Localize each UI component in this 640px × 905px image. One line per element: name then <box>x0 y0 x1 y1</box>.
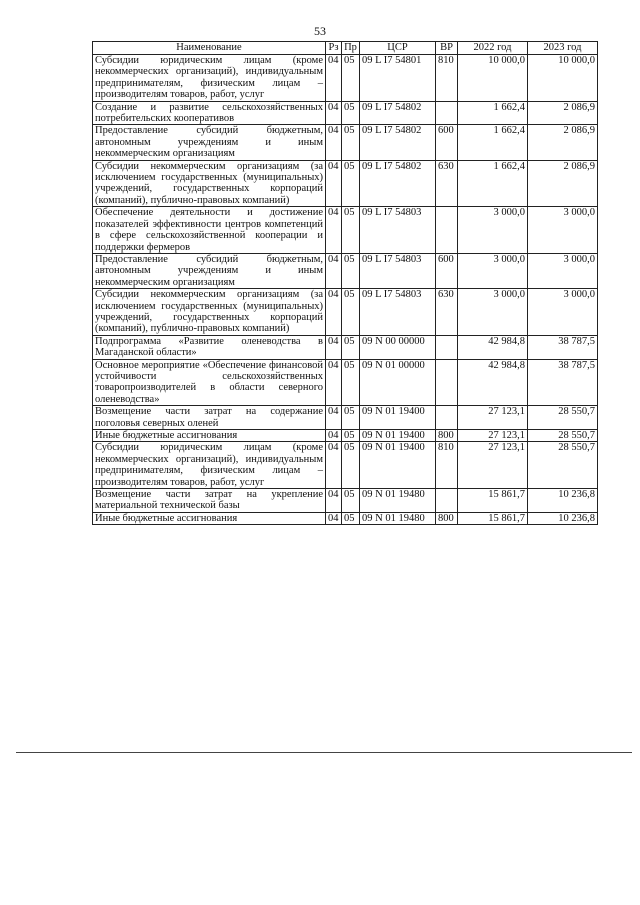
column-header-csr: ЦСР <box>360 42 436 55</box>
cell-vr <box>436 101 458 125</box>
cell-rz: 04 <box>326 406 342 430</box>
cell-vr: 600 <box>436 125 458 160</box>
cell-rz: 04 <box>326 359 342 406</box>
cell-csr: 09 L I7 54803 <box>360 207 436 254</box>
cell-csr: 09 L I7 54803 <box>360 289 436 336</box>
cell-pr: 05 <box>342 125 360 160</box>
cell-y2023: 38 787,5 <box>528 335 598 359</box>
cell-pr: 05 <box>342 207 360 254</box>
cell-name: Субсидии юридическим лицам (кроме некоммерческих организаций), индивидуальным предпринимателям, физическим лицам – производителям товаров, работ, услуг <box>93 442 326 489</box>
cell-name: Предоставление субсидий бюджетным, автономным учреждениям и иным некоммерческим организациям <box>93 253 326 288</box>
cell-rz: 04 <box>326 253 342 288</box>
cell-csr: 09 N 01 19400 <box>360 430 436 442</box>
cell-rz: 04 <box>326 335 342 359</box>
cell-csr: 09 L I7 54802 <box>360 160 436 207</box>
cell-y2023: 2 086,9 <box>528 125 598 160</box>
cell-rz: 04 <box>326 125 342 160</box>
cell-vr <box>436 359 458 406</box>
cell-y2023: 2 086,9 <box>528 101 598 125</box>
cell-name: Предоставление субсидий бюджетным, автономным учреждениям и иным некоммерческим организациям <box>93 125 326 160</box>
table-header-row <box>93 42 598 55</box>
cell-name: Субсидии некоммерческим организациям (за исключением государственных (муниципальных) учреждений, государственных корпораций (компаний), публично-правовых компаний) <box>93 160 326 207</box>
column-header-2023: 2023 год <box>528 42 598 55</box>
cell-pr: 05 <box>342 101 360 125</box>
table-row <box>93 489 598 513</box>
cell-pr: 05 <box>342 430 360 442</box>
cell-y2023: 3 000,0 <box>528 289 598 336</box>
cell-rz: 04 <box>326 442 342 489</box>
column-header-pr: Пр <box>342 42 360 55</box>
table-row <box>93 55 598 102</box>
cell-y2023: 28 550,7 <box>528 406 598 430</box>
cell-y2022: 15 861,7 <box>458 489 528 513</box>
cell-y2023: 38 787,5 <box>528 359 598 406</box>
cell-vr <box>436 335 458 359</box>
cell-vr: 630 <box>436 160 458 207</box>
column-header-name: Наименование <box>93 42 326 55</box>
cell-y2023: 3 000,0 <box>528 207 598 254</box>
cell-vr: 800 <box>436 430 458 442</box>
cell-name: Подпрограмма «Развитие оленеводства в Магаданской области» <box>93 335 326 359</box>
cell-name: Субсидии некоммерческим организациям (за исключением государственных (муниципальных) учреждений, государственных корпораций (компаний), публично-правовых компаний) <box>93 289 326 336</box>
cell-pr: 05 <box>342 55 360 102</box>
cell-y2023: 10 236,8 <box>528 512 598 524</box>
table-row <box>93 430 598 442</box>
cell-csr: 09 L I7 54803 <box>360 253 436 288</box>
cell-csr: 09 N 01 19400 <box>360 406 436 430</box>
cell-y2023: 28 550,7 <box>528 430 598 442</box>
cell-vr <box>436 489 458 513</box>
table-row <box>93 289 598 336</box>
cell-rz: 04 <box>326 489 342 513</box>
column-header-rz: Рз <box>326 42 342 55</box>
budget-table <box>92 41 598 525</box>
table-row <box>93 101 598 125</box>
cell-name: Создание и развитие сельскохозяйственных потребительских кооперативов <box>93 101 326 125</box>
cell-y2023: 28 550,7 <box>528 442 598 489</box>
cell-csr: 09 L I7 54802 <box>360 101 436 125</box>
cell-y2022: 42 984,8 <box>458 335 528 359</box>
cell-y2022: 42 984,8 <box>458 359 528 406</box>
cell-vr: 810 <box>436 442 458 489</box>
cell-name: Субсидии юридическим лицам (кроме некоммерческих организаций), индивидуальным предпринимателям, физическим лицам – производителям товаров, работ, услуг <box>93 55 326 102</box>
table-body <box>93 55 598 525</box>
table-row <box>93 359 598 406</box>
cell-y2023: 2 086,9 <box>528 160 598 207</box>
cell-pr: 05 <box>342 160 360 207</box>
page-number: 53 <box>314 24 326 38</box>
cell-name: Возмещение части затрат на укрепление материальной технической базы <box>93 489 326 513</box>
cell-rz: 04 <box>326 101 342 125</box>
footer-rule <box>16 752 632 753</box>
cell-pr: 05 <box>342 253 360 288</box>
cell-rz: 04 <box>326 430 342 442</box>
cell-vr: 600 <box>436 253 458 288</box>
cell-y2022: 15 861,7 <box>458 512 528 524</box>
cell-y2022: 27 123,1 <box>458 406 528 430</box>
table-row <box>93 253 598 288</box>
cell-y2022: 3 000,0 <box>458 289 528 336</box>
cell-csr: 09 N 01 00000 <box>360 359 436 406</box>
cell-pr: 05 <box>342 359 360 406</box>
cell-vr <box>436 207 458 254</box>
cell-rz: 04 <box>326 160 342 207</box>
table-row <box>93 512 598 524</box>
table-row <box>93 207 598 254</box>
cell-csr: 09 N 01 19400 <box>360 442 436 489</box>
cell-y2022: 1 662,4 <box>458 125 528 160</box>
cell-y2023: 3 000,0 <box>528 253 598 288</box>
cell-csr: 09 L I7 54801 <box>360 55 436 102</box>
cell-pr: 05 <box>342 489 360 513</box>
cell-name: Основное мероприятие «Обеспечение финансовой устойчивости сельскохозяйственных товаропроизводителей в области северного оленеводства» <box>93 359 326 406</box>
table-row <box>93 160 598 207</box>
cell-y2022: 1 662,4 <box>458 101 528 125</box>
cell-vr: 800 <box>436 512 458 524</box>
cell-y2023: 10 236,8 <box>528 489 598 513</box>
cell-name: Возмещение части затрат на содержание поголовья северных оленей <box>93 406 326 430</box>
cell-vr <box>436 406 458 430</box>
table-row <box>93 442 598 489</box>
table-row <box>93 125 598 160</box>
cell-y2022: 3 000,0 <box>458 253 528 288</box>
cell-pr: 05 <box>342 289 360 336</box>
cell-rz: 04 <box>326 289 342 336</box>
cell-rz: 04 <box>326 207 342 254</box>
cell-pr: 05 <box>342 512 360 524</box>
cell-y2022: 10 000,0 <box>458 55 528 102</box>
table-row <box>93 406 598 430</box>
cell-csr: 09 N 00 00000 <box>360 335 436 359</box>
cell-rz: 04 <box>326 55 342 102</box>
cell-y2022: 27 123,1 <box>458 442 528 489</box>
column-header-2022: 2022 год <box>458 42 528 55</box>
cell-rz: 04 <box>326 512 342 524</box>
cell-name: Иные бюджетные ассигнования <box>93 430 326 442</box>
cell-y2022: 3 000,0 <box>458 207 528 254</box>
cell-y2023: 10 000,0 <box>528 55 598 102</box>
cell-vr: 630 <box>436 289 458 336</box>
cell-y2022: 27 123,1 <box>458 430 528 442</box>
cell-csr: 09 L I7 54802 <box>360 125 436 160</box>
column-header-vr: ВР <box>436 42 458 55</box>
cell-name: Обеспечение деятельности и достижение показателей эффективности центров компетенций в сфере сельскохозяйственной кооперации и поддержки фермеров <box>93 207 326 254</box>
cell-pr: 05 <box>342 406 360 430</box>
cell-y2022: 1 662,4 <box>458 160 528 207</box>
cell-csr: 09 N 01 19480 <box>360 489 436 513</box>
table-row <box>93 335 598 359</box>
cell-name: Иные бюджетные ассигнования <box>93 512 326 524</box>
cell-csr: 09 N 01 19480 <box>360 512 436 524</box>
cell-vr: 810 <box>436 55 458 102</box>
cell-pr: 05 <box>342 442 360 489</box>
cell-pr: 05 <box>342 335 360 359</box>
